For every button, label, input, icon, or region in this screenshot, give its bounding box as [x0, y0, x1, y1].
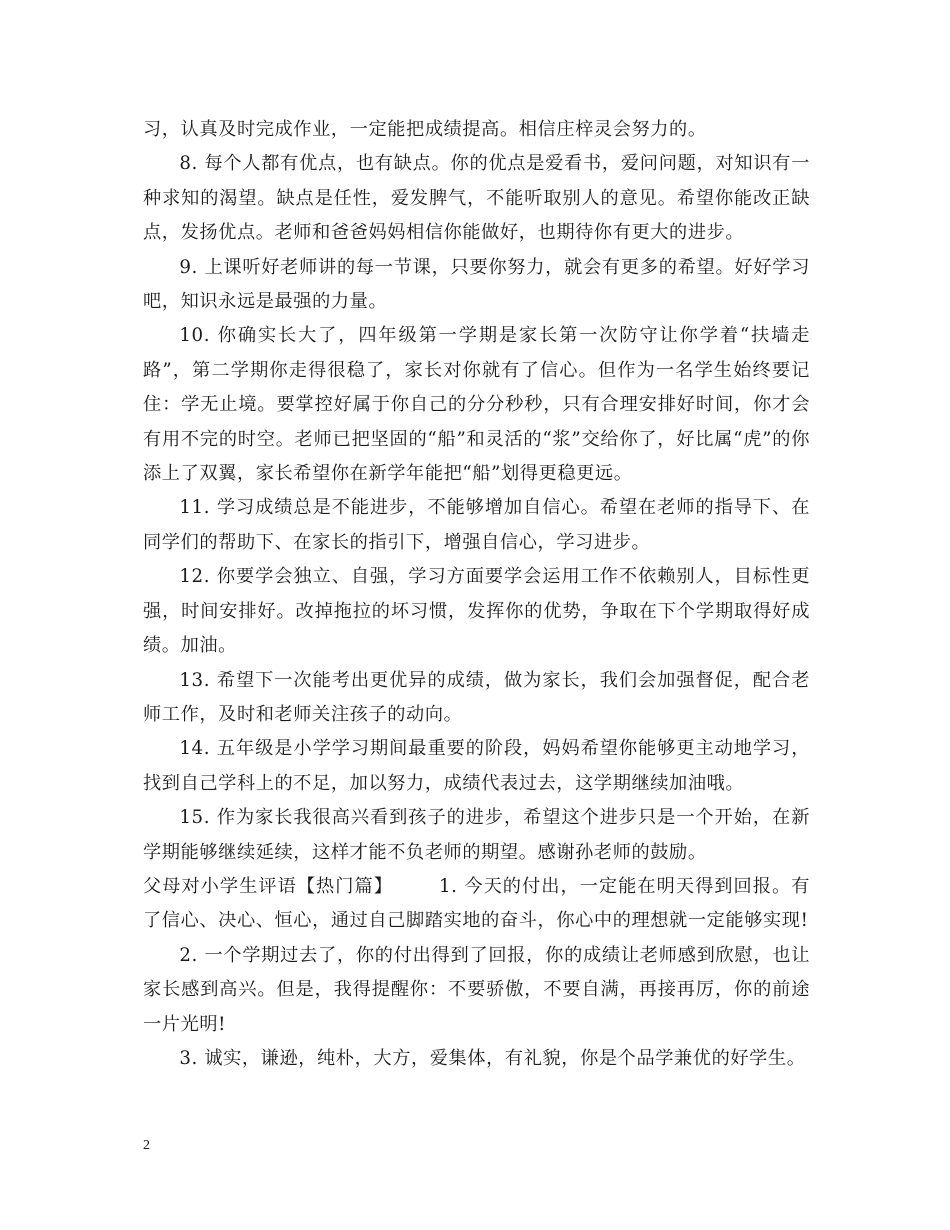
- paragraph-item-12: 12. 你要学会独立、自强，学习方面要学会运用工作不依赖别人，目标性更强，时间安排好。改掉拖拉的坏习惯，发挥你的优势，争取在下个学期取得好成绩。加油。: [143, 566, 810, 657]
- section-item-2: 2. 一个学期过去了，你的付出得到了回报，你的成绩让老师感到欣慰，也让家长感到高兴。但是，我得提醒你：不要骄傲，不要自满，再接再厉，你的前途一片光明!: [143, 944, 810, 1035]
- paragraph-item-14: 14. 五年级是小学学习期间最重要的阶段，妈妈希望你能够更主动地学习，找到自己学科上的不足，加以努力，成绩代表过去，这学期继续加油哦。: [143, 738, 810, 794]
- paragraph-item-11: 11. 学习成绩总是不能进步，不能够增加自信心。希望在老师的指导下、在同学们的帮助下、在家长的指引下，增强自信心，学习进步。: [143, 497, 810, 553]
- page-number: 2: [143, 1138, 150, 1153]
- paragraph-item-8: 8. 每个人都有优点，也有缺点。你的优点是爱看书，爱问问题，对知识有一种求知的渴望。缺点是任性，爱发脾气，不能听取别人的意见。希望你能改正缺点，发扬优点。老师和爸爸妈妈相信你能做好，也期待你有更大的进步。: [143, 153, 810, 244]
- paragraph-continuation: 习，认真及时完成作业，一定能把成绩提高。相信庄梓灵会努力的。: [143, 119, 707, 140]
- paragraph-item-10: 10. 你确实长大了，四年级第一学期是家长第一次防守让你学着“扶墙走路”，第二学期你走得很稳了，家长对你就有了信心。但作为一名学生始终要记住：学无止境。要掌控好属于你自己的分分秒秒，只有合理安排好时间，你才会有用不完的时空。老师已把坚固的“船”和灵活的“浆”交给你了，好比属“虎”的你添上了双翼，家长希望你在新学年能把“船”划得更稳更远。: [143, 325, 810, 485]
- section-paragraph: [143, 870, 810, 939]
- section-item-1: 1. 今天的付出，一定能在明天得到回报。有了信心、决心、恒心，通过自己脚踏实地的奋斗，你心中的理想就一定能够实现!: [143, 875, 810, 932]
- section-item-3: 3. 诚实，谦逊，纯朴，大方，爱集体，有礼貌，你是个品学兼优的好学生。: [179, 1047, 806, 1069]
- paragraph-item-15: 15. 作为家长我很高兴看到孩子的进步，希望这个进步只是一个开始，在新学期能够继续延续，这样才能不负老师的期望。感谢孙老师的鼓励。: [143, 807, 810, 863]
- document-body: [143, 113, 810, 1076]
- paragraph-item-13: 13. 希望下一次能考出更优异的成绩，做为家长，我们会加强督促，配合老师工作，及时和老师关注孩子的动向。: [143, 669, 810, 725]
- paragraph-item-9: 9. 上课听好老师讲的每一节课，只要你努力，就会有更多的希望。好好学习吧，知识永远是最强的力量。: [143, 256, 810, 313]
- section-title: 父母对小学生评语【热门篇】: [143, 875, 393, 897]
